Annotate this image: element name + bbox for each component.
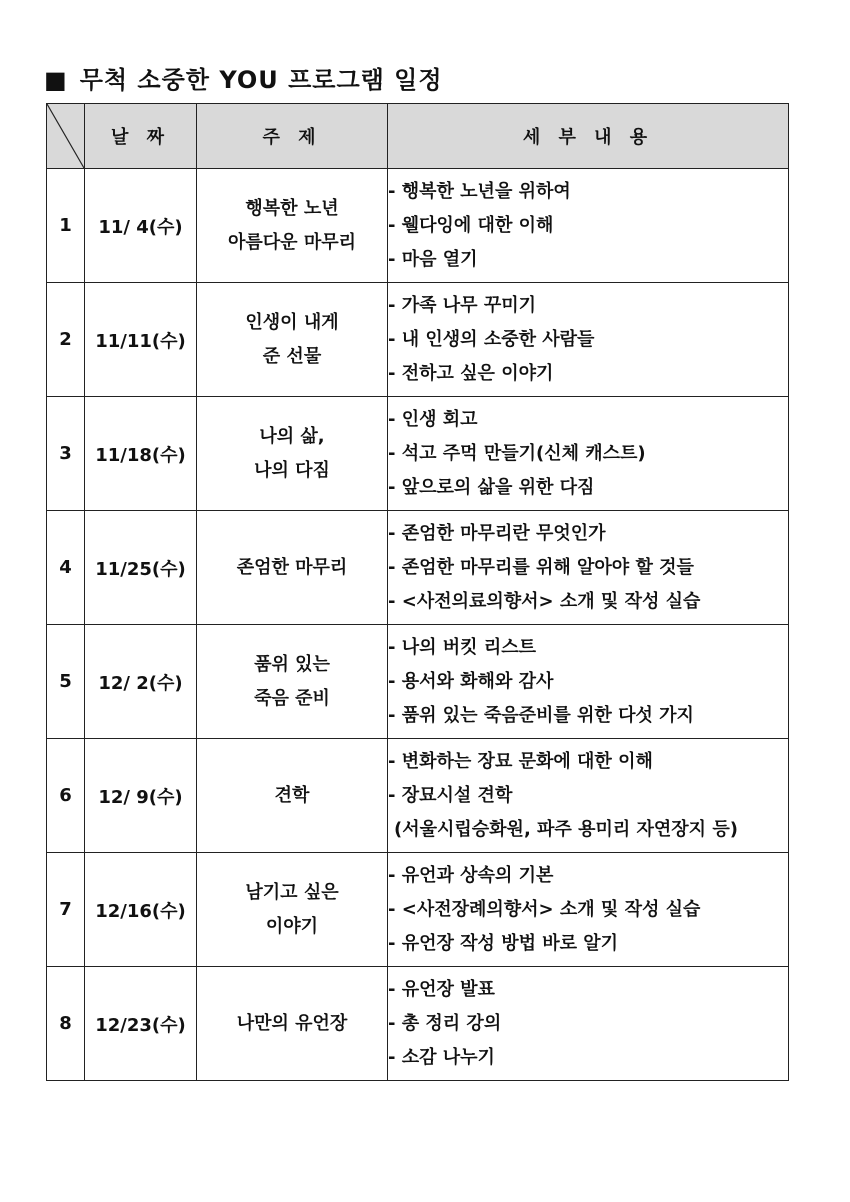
header-date: 날 짜: [85, 104, 197, 169]
row-number: 5: [47, 625, 85, 739]
square-bullet-icon: ■: [44, 66, 68, 94]
table-row: [47, 511, 789, 625]
row-details: [388, 511, 789, 625]
detail-line: - 유언과 상속의 기본: [388, 864, 554, 886]
row-date: 11/ 4(수): [85, 169, 197, 283]
detail-line: - 웰다잉에 대한 이해: [388, 214, 554, 236]
diagonal-line-icon: [47, 104, 84, 168]
topic-line: 존엄한 마무리: [236, 556, 348, 578]
detail-line: - 마음 열기: [388, 248, 478, 270]
table-row: [47, 853, 789, 967]
topic-line: 준 선물: [262, 345, 322, 367]
row-details: [388, 169, 789, 283]
row-number: 7: [47, 853, 85, 967]
row-topic: [197, 739, 388, 853]
detail-line: - 유언장 작성 방법 바로 알기: [388, 932, 619, 954]
detail-line: - 변화하는 장묘 문화에 대한 이해: [388, 750, 653, 772]
detail-line: - 나의 버킷 리스트: [388, 636, 536, 658]
row-date: 12/ 2(수): [85, 625, 197, 739]
row-number: 6: [47, 739, 85, 853]
schedule-table: [46, 103, 789, 1081]
row-details: [388, 397, 789, 511]
detail-line: - 유언장 발표: [388, 978, 495, 1000]
table-row: [47, 169, 789, 283]
detail-line: - 인생 회고: [388, 408, 478, 430]
row-date: 12/16(수): [85, 853, 197, 967]
row-number: 3: [47, 397, 85, 511]
row-details: [388, 283, 789, 397]
row-topic: [197, 169, 388, 283]
row-date: 12/ 9(수): [85, 739, 197, 853]
table-row: [47, 397, 789, 511]
detail-line: - 품위 있는 죽음준비를 위한 다섯 가지: [388, 704, 694, 726]
topic-line: 죽음 준비: [254, 687, 330, 709]
row-date: 12/23(수): [85, 967, 197, 1081]
corner-cell: [47, 104, 85, 169]
row-details: [388, 625, 789, 739]
detail-line: (서울시립승화원, 파주 용미리 자연장지 등): [394, 818, 738, 840]
topic-line: 행복한 노년: [245, 197, 339, 219]
detail-line: - 존엄한 마무리를 위해 알아야 할 것들: [388, 556, 694, 578]
page-title-text: 무척 소중한 YOU 프로그램 일정: [79, 66, 443, 94]
detail-line: - 행복한 노년을 위하여: [388, 180, 571, 202]
topic-line: 나의 삶,: [259, 425, 325, 447]
topic-line: 인생이 내게: [245, 311, 339, 333]
row-details: [388, 853, 789, 967]
table-row: [47, 967, 789, 1081]
row-number: 8: [47, 967, 85, 1081]
row-topic: [197, 853, 388, 967]
detail-line: - 앞으로의 삶을 위한 다짐: [388, 476, 595, 498]
header-topic: 주 제: [197, 104, 388, 169]
detail-line: - 장묘시설 견학: [388, 784, 513, 806]
row-date: 11/18(수): [85, 397, 197, 511]
topic-line: 나만의 유언장: [236, 1012, 348, 1034]
table-row: [47, 739, 789, 853]
detail-line: - 내 인생의 소중한 사람들: [388, 328, 595, 350]
topic-line: 나의 다짐: [254, 459, 330, 481]
row-details: [388, 967, 789, 1081]
topic-line: 남기고 싶은: [245, 881, 339, 903]
row-number: 1: [47, 169, 85, 283]
page-title: [44, 60, 443, 95]
detail-line: - 존엄한 마무리란 무엇인가: [388, 522, 606, 544]
table-row: [47, 283, 789, 397]
topic-line: 이야기: [265, 915, 319, 937]
table-row: [47, 625, 789, 739]
topic-line: 품위 있는: [254, 653, 330, 675]
detail-line: - <사전의료의향서> 소개 및 작성 실습: [388, 590, 701, 612]
detail-line: - 소감 나누기: [388, 1046, 495, 1068]
row-details: [388, 739, 789, 853]
topic-line: 견학: [274, 784, 310, 806]
row-topic: [197, 511, 388, 625]
row-topic: [197, 625, 388, 739]
table-header-row: [47, 104, 789, 169]
row-date: 11/11(수): [85, 283, 197, 397]
row-number: 2: [47, 283, 85, 397]
detail-line: - 가족 나무 꾸미기: [388, 294, 536, 316]
row-date: 11/25(수): [85, 511, 197, 625]
detail-line: - 용서와 화해와 감사: [388, 670, 554, 692]
detail-line: - 석고 주먹 만들기(신체 캐스트): [388, 442, 646, 464]
detail-line: - 전하고 싶은 이야기: [388, 362, 554, 384]
detail-line: - <사전장례의향서> 소개 및 작성 실습: [388, 898, 701, 920]
row-topic: [197, 397, 388, 511]
header-details: 세 부 내 용: [388, 104, 789, 169]
detail-line: - 총 정리 강의: [388, 1012, 502, 1034]
row-number: 4: [47, 511, 85, 625]
row-topic: [197, 283, 388, 397]
topic-line: 아름다운 마무리: [228, 231, 356, 253]
row-topic: [197, 967, 388, 1081]
